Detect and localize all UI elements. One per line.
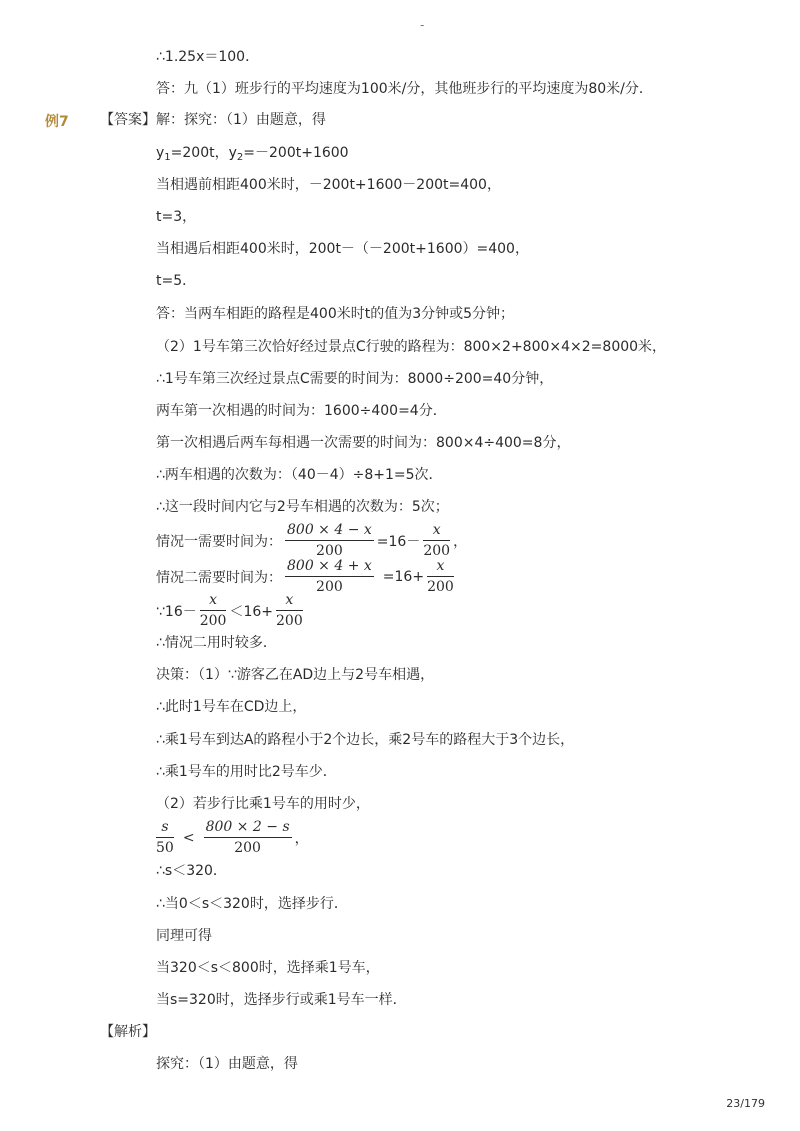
fraction-numerator: 800 × 2 − s [204,818,292,838]
y2-subscript: 2 [236,152,244,163]
fraction-denominator: 200 [316,579,343,595]
fraction-numerator: s [156,818,174,838]
fraction-numerator: x [276,591,303,611]
fraction [204,818,292,857]
fraction-denominator: 200 [423,543,451,559]
y1-var: y [156,145,165,161]
case-one-end: ， [453,533,468,550]
text-line: ∴1.25x＝100． [156,49,260,65]
text-line: 两车第一次相遇的时间为：1600÷400=4分． [156,403,447,419]
answer-intro: 解：探究：（1）由题意，得 [156,112,326,128]
fraction-denominator: 200 [276,613,303,629]
fraction-denominator: 200 [316,543,343,559]
text-line: t=5． [156,273,197,289]
case-one-line [156,521,467,560]
case-two-label: 情况二需要时间为： [156,569,282,586]
fraction [423,521,450,560]
fraction-denominator: 200 [427,579,454,595]
fraction [276,591,303,630]
text-line: 当相遇前相距400米时，－200t+1600－200t=400， [156,177,501,193]
equation-line [156,144,349,167]
text-line: （2）1号车第三次恰好经过景点C行驶的路程为：800×2+800×4×2=8000米， [156,339,667,355]
fraction-denominator: 50 [156,840,174,856]
comparison-start: ∵16－ [156,603,197,620]
example-label: 例7 [45,114,69,130]
text-line: 答：当两车相距的路程是400米时t的值为3分钟或5分钟； [156,306,515,322]
fraction-numerator: 800 × 4 + x [285,557,374,577]
text-line: ∴这一段时间内它与2号车相遇的次数为：5次； [156,499,449,515]
eq-mid: =200t，y [170,145,237,161]
comparison-mid: ＜16+ [229,603,274,620]
text-line: ∴此时1号车在CD边上， [156,699,307,715]
page-number: 23/179 [726,1097,765,1110]
fraction-numerator: x [427,557,454,577]
fraction [156,818,174,857]
text-line: 当相遇后相距400米时，200t－（－200t+1600）=400， [156,241,529,257]
text-line: ∴乘1号车的用时比2号车少． [156,764,337,780]
text-line: 答：九（1）班步行的平均速度为100米/分，其他班步行的平均速度为80米/分． [156,81,653,97]
text-line: 第一次相遇后两车每相遇一次需要的时间为：800×4÷400=8分， [156,435,571,451]
text-line: 决策：（1）∵游客乙在AD边上与2号车相遇， [156,667,435,683]
text-line: ∴乘1号车到达A的路程小于2个边长，乘2号车的路程大于3个边长， [156,732,575,748]
case-two-equals: =16+ [382,568,425,585]
comparison-line [156,591,306,630]
text-line: 当s=320时，选择步行或乘1号车一样． [156,992,407,1008]
answer-tag: 【答案】 [100,112,156,128]
case-one-equals: =16－ [376,533,421,550]
less-than-sign: < [182,829,195,846]
text-line: t=3， [156,209,197,225]
fraction-denominator: 200 [234,840,261,856]
eq-end: =－200t+1600 [243,145,349,161]
fraction [285,521,374,560]
text-line: ∴当0＜s＜320时，选择步行． [156,896,348,912]
analysis-tag: 【解析】 [100,1024,156,1040]
fraction-denominator: 200 [199,613,227,629]
text-line: ∴s＜320． [156,863,227,879]
inequality-line [156,818,309,857]
text-line: 探究：（1）由题意，得 [156,1056,298,1072]
y1-subscript: 1 [164,152,171,163]
text-line: （2）若步行比乘1号车的用时少， [156,796,370,812]
header-dash: - [420,18,425,32]
case-one-label: 情况一需要时间为： [156,533,282,550]
text-line: ∴两车相遇的次数为：（40－4）÷8+1=5次． [156,467,443,483]
inequality-end: ， [294,830,309,847]
text-line: 同理可得 [156,928,212,944]
fraction [200,591,227,630]
fraction [427,557,454,596]
fraction-numerator: x [423,521,450,541]
text-line: ∴1号车第三次经过景点C需要的时间为：8000÷200=40分钟， [156,371,554,387]
text-line: 当320＜s＜800时，选择乘1号车， [156,960,380,976]
fraction-numerator: 800 × 4 − x [285,521,374,541]
text-line: ∴情况二用时较多． [156,635,277,651]
fraction-numerator: x [200,591,227,611]
